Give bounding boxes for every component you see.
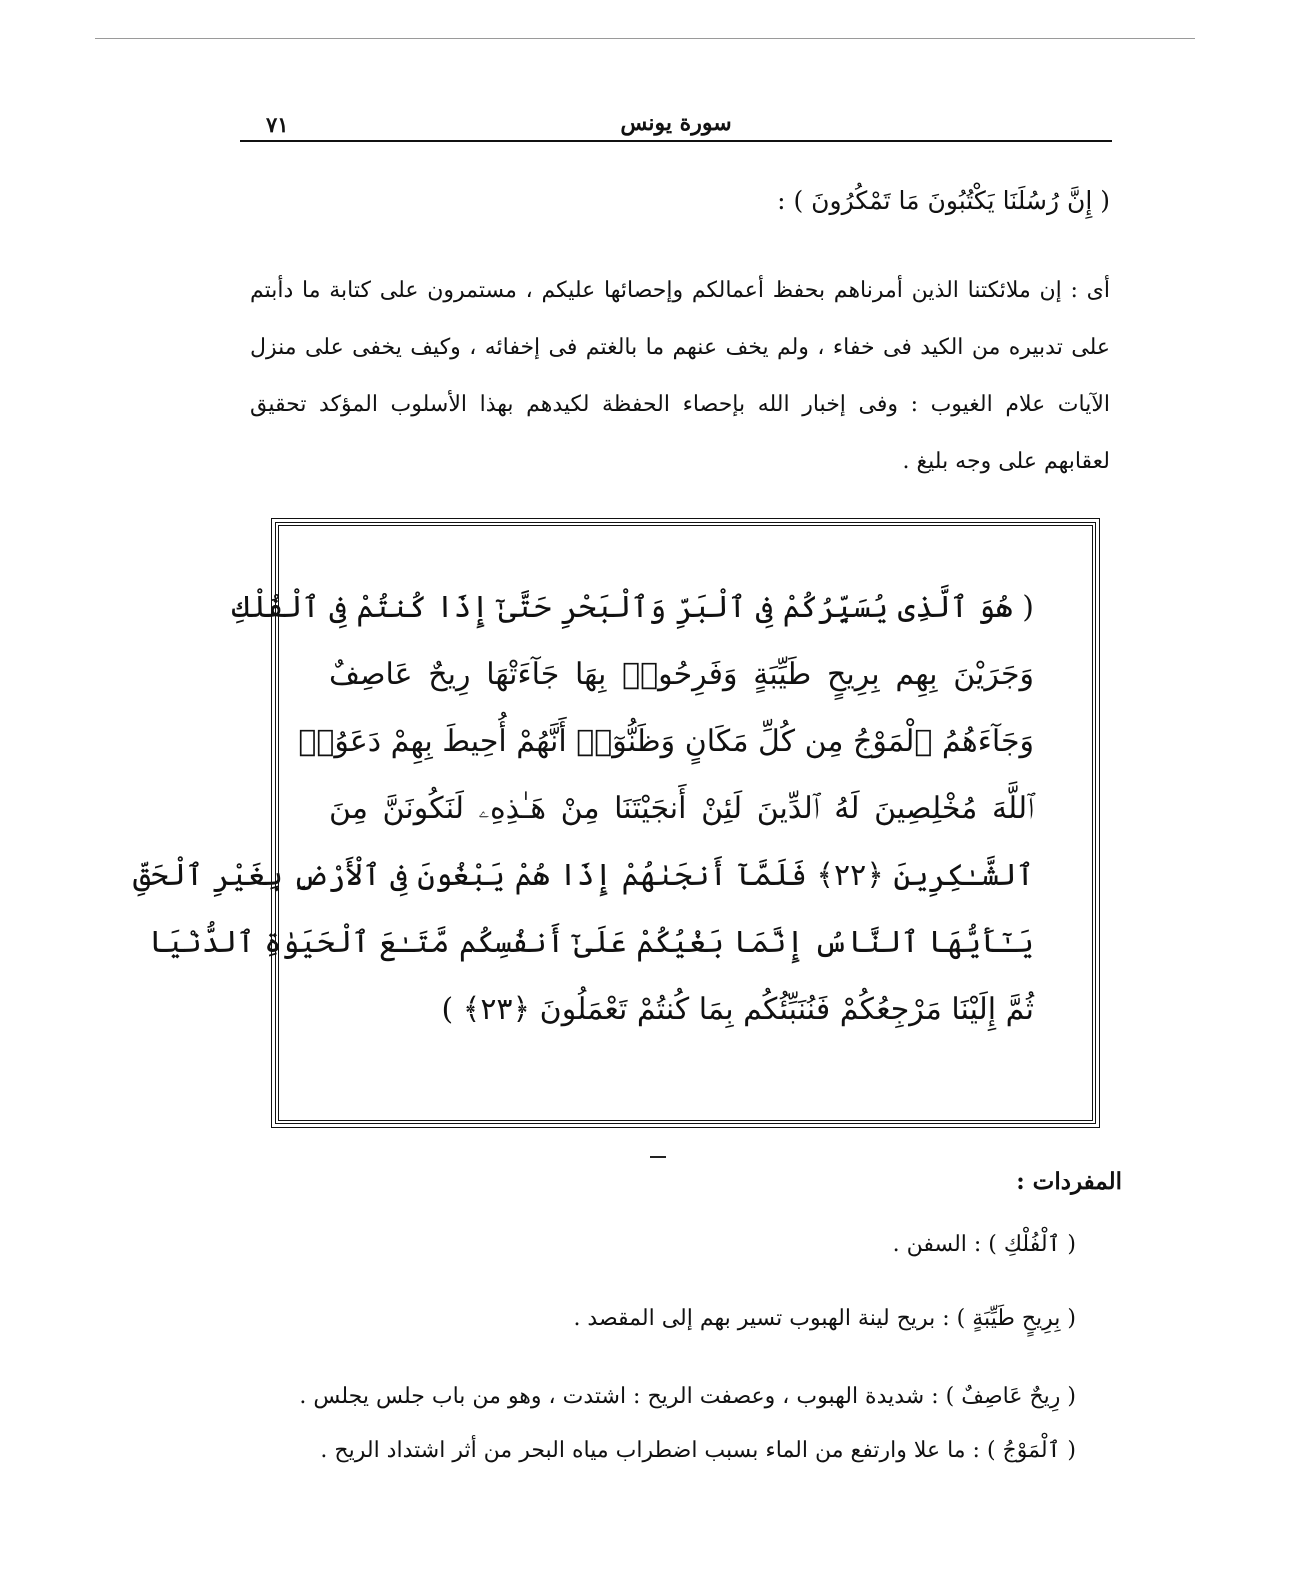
quran-line: ( هُوَ ٱلَّذِى يُسَيِّرُكُمْ فِى ٱلْبَرِّ وَٱلْبَحْرِ حَتَّىٰٓ إِذَا كُنتُمْ فِى ٱلْفُلْكِ (231, 590, 1034, 625)
commentary-paragraph: أى : إن ملائكتنا الذين أمرناهم بحفظ أعمالكم وإحصائها عليكم ، مستمرون على كتابة ما دأبتم على تدبيره من الكيد فى خفاء ، ولم يخف عنهم ما بالغتم فى إخفائه ، وكيف يخفى على منزل الآيات علام الغيوب : وفى إخبار الله بإحصاء الحفظة لكيدهم بهذا الأسلوب المؤكد تحقيق لعقابهم على وجه بليغ . (250, 278, 1110, 474)
page-number: ٧١ (266, 112, 289, 137)
vocabulary-item: ( ٱلْفُلْكِ ) : السفن . (892, 1232, 1076, 1257)
quran-line: وَجَآءَهُمُ ٱلْمَوْجُ مِن كُلِّ مَكَانٍ وَظَنُّوٓا۟ أَنَّهُمْ أُحِيطَ بِهِمْ دَعَوُا۟ (298, 724, 1034, 759)
vocabulary-item: ( ٱلْمَوْجُ ) : ما علا وارتفع من الماء بسبب اضطراب مياه البحر من أثر اشتداد الريح . (320, 1438, 1076, 1463)
scan-mark (650, 1156, 666, 1158)
quran-line: وَجَرَيْنَ بِهِم بِرِيحٍ طَيِّبَةٍ وَفَرِحُوا۟ بِهَا جَآءَتْهَا رِيحٌ عَاصِفٌ (329, 657, 1034, 692)
quran-line: ثُمَّ إِلَيْنَا مَرْجِعُكُمْ فَنُنَبِّئُكُم بِمَا كُنتُمْ تَعْمَلُونَ ﴿٢٣﴾ ) (441, 992, 1034, 1027)
quran-line: يَـٰٓأَيُّهَا ٱلنَّاسُ إِنَّمَا بَغْيُكُمْ عَلَىٰٓ أَنفُسِكُم مَّتَـٰعَ ٱلْحَيَوٰةِ ٱلدُّنْيَا (149, 925, 1034, 960)
running-title: سورة يونس (620, 110, 732, 136)
quran-line: ٱللَّهَ مُخْلِصِينَ لَهُ ٱلدِّينَ لَئِنْ أَنجَيْتَنَا مِنْ هَـٰذِهِۦ لَنَكُونَنَّ مِنَ (329, 791, 1034, 826)
quran-line: ٱلشَّـٰكِرِينَ ﴿٢٢﴾ فَلَمَّآ أَنجَىٰهُمْ إِذَا هُمْ يَبْغُونَ فِى ٱلْأَرْضِ بِغَيْرِ ٱلْحَقِّ (132, 858, 1034, 893)
vocabulary-item: ( بِرِيحٍ طَيِّبَةٍ ) : بريح لينة الهبوب تسير بهم إلى المقصد . (573, 1306, 1076, 1331)
quran-verse-text (132, 574, 1034, 1043)
scan-edge-line (95, 38, 1195, 39)
vocabulary-title: المفردات : (1016, 1168, 1122, 1195)
quran-verse-frame (132, 522, 1096, 1124)
page-header (240, 108, 1112, 142)
vocabulary-item: ( رِيحٌ عَاصِفٌ ) : شديدة الهبوب ، وعصفت الريح : اشتدت ، وهو من باب جلس يجلس . (299, 1384, 1076, 1409)
verse-reference: ( إِنَّ رُسُلَنَا يَكْتُبُونَ مَا تَمْكُرُونَ ) : (777, 186, 1110, 215)
